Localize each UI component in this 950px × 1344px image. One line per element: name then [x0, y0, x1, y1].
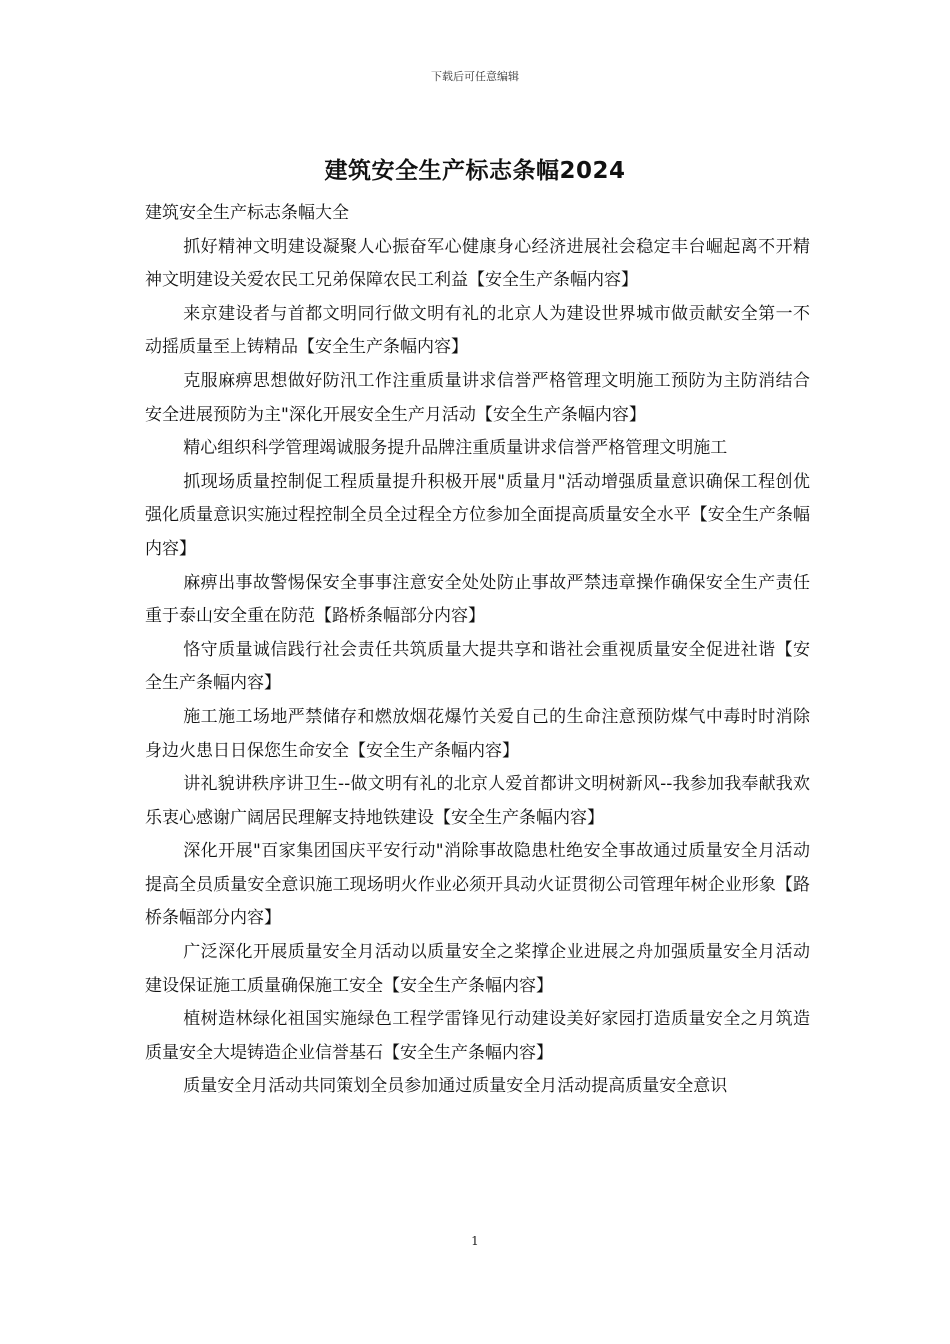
paragraph: 广泛深化开展质量安全月活动以质量安全之桨撑企业进展之舟加强质量安全月活动建设保证施工质量确保施工安全【安全生产条幅内容】 [145, 942, 810, 996]
paragraph: 抓好精神文明建设凝聚人心振奋军心健康身心经济进展社会稳定丰台崛起离不开精神文明建设关爱农民工兄弟保障农民工利益【安全生产条幅内容】 [145, 236, 810, 291]
document-body [145, 197, 810, 1104]
page-number: 1 [471, 1234, 479, 1248]
paragraph: 植树造林绿化祖国实施绿色工程学雷锋见行动建设美好家园打造质量安全之月筑造质量安全大堤铸造企业信誉基石【安全生产条幅内容】 [145, 1009, 810, 1063]
paragraph-subtitle: 建筑安全生产标志条幅大全 [145, 203, 349, 223]
paragraph: 质量安全月活动共同策划全员参加通过质量安全月活动提高质量安全意识 [183, 1076, 728, 1097]
paragraph: 精心组织科学管理竭诚服务提升品牌注重质量讲求信誉严格管理文明施工 [183, 438, 728, 459]
paragraph: 抓现场质量控制促工程质量提升积极开展"质量月"活动增强质量意识确保工程创优强化质量意识实施过程控制全员全过程全方位参加全面提高质量安全水平【安全生产条幅内容】 [145, 471, 810, 559]
paragraph: 克服麻痹思想做好防汛工作注重质量讲求信誉严格管理文明施工预防为主防消结合安全进展预防为主"深化开展安全生产月活动【安全生产条幅内容】 [145, 370, 810, 425]
page-header-note: 下载后可任意编辑 [431, 70, 519, 83]
paragraph: 深化开展"百家集团国庆平安行动"消除事故隐患杜绝安全事故通过质量安全月活动提高全员质量安全意识施工现场明火作业必须开具动火证贯彻公司管理年树企业形象【路桥条幅部分内容】 [145, 841, 810, 929]
document-title: 建筑安全生产标志条幅2024 [324, 158, 626, 184]
paragraph: 来京建设者与首都文明同行做文明有礼的北京人为建设世界城市做贡献安全第一不动摇质量至上铸精品【安全生产条幅内容】 [145, 303, 810, 358]
paragraph: 讲礼貌讲秩序讲卫生--做文明有礼的北京人爱首都讲文明树新风--我参加我奉献我欢乐衷心感谢广阔居民理解支持地铁建设【安全生产条幅内容】 [145, 774, 810, 828]
paragraph: 恪守质量诚信践行社会责任共筑质量大提共享和谐社会重视质量安全促进社谐【安全生产条幅内容】 [145, 639, 810, 694]
paragraph: 施工施工场地严禁储存和燃放烟花爆竹关爱自己的生命注意预防煤气中毒时时消除身边火患日日保您生命安全【安全生产条幅内容】 [145, 706, 810, 761]
paragraph: 麻痹出事故警惕保安全事事注意安全处处防止事故严禁违章操作确保安全生产责任重于泰山安全重在防范【路桥条幅部分内容】 [145, 572, 810, 627]
